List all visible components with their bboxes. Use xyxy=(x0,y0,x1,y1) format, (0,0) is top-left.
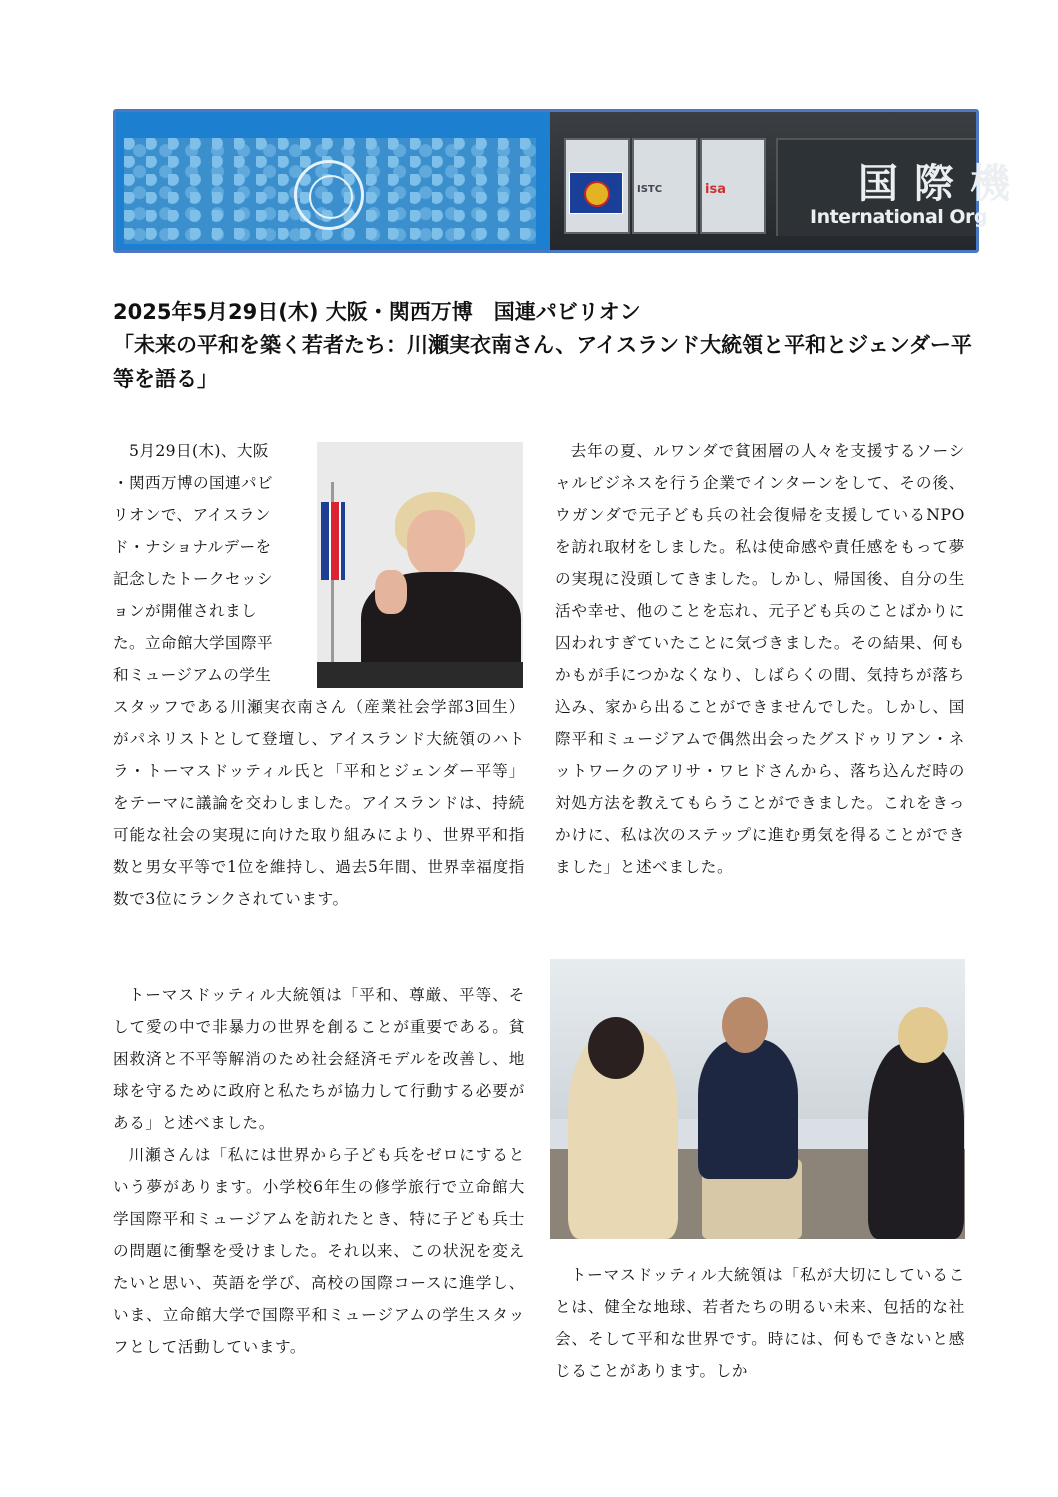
intro-line: リオンで、アイスラン xyxy=(113,506,271,524)
article-title: 「未来の平和を築く若者たち：川瀬実衣南さん、アイスランド大統領と平和とジェンダー平等を語る」 xyxy=(113,333,972,391)
banner-photo xyxy=(113,109,1026,253)
speaker-hand xyxy=(375,570,407,614)
iceland-flag-icon xyxy=(321,502,345,580)
kawase-quote-paragraph: 川瀬さんは「私には世界から子ども兵をゼロにするという夢があります。小学校6年生の修学旅行で立命館大学国際平和ミュージアムを訪れたとき、特に子ども兵士の問題に衝撃を受けました。それ以来、この状況を変えたいと思い、英語を学び、高校の国際コースに進学し、いま、立命館大学で国際平和ミュージアムの学生スタッフとして活動しています。 xyxy=(113,1146,525,1356)
intro-paragraph-continued: スタッフである川瀬実衣南さん（産業社会学部3回生）がパネリストとして登壇し、アイスランド大統領のハトラ・トーマスドッティル氏と「平和とジェンダー平等」をテーマに議論を交わしました。アイスランドは、持続可能な社会の実現に向けた取り組みにより、世界平和指数と男女平等で1位を維持し、過去5年間、世界幸福度指数で3位にランクされています。 xyxy=(113,698,525,908)
speaker-face xyxy=(407,510,465,576)
isa-logo: isa xyxy=(705,182,726,197)
article-heading xyxy=(113,296,973,396)
panelist-president xyxy=(868,1043,964,1239)
asean-flag-icon xyxy=(569,172,623,214)
podium xyxy=(317,662,523,688)
panel-discussion-photo xyxy=(550,959,965,1239)
panelist-kawase-head xyxy=(588,1017,644,1079)
president-values-paragraph: トーマスドッティル大統領は「私が大切にしていることは、健全な地球、若者たちの明るい未来、包括的な社会、そして平和な世界です。時には、何もできないと感じることがあります。しか xyxy=(555,1266,965,1380)
intro-line: 記念したトークセッシ xyxy=(113,570,273,588)
event-date-line: 2025年5月29日(木) 大阪・関西万博 国連パビリオン xyxy=(113,300,641,324)
intro-line: 5月29日(木)、大阪 xyxy=(129,442,269,460)
signboard-japanese-text: 国際機 xyxy=(858,161,1026,207)
intro-line: 和ミュージアムの学生 xyxy=(113,666,272,684)
panelist-president-head xyxy=(898,1007,948,1063)
intro-line: た。立命館大学国際平 xyxy=(113,634,273,652)
kawase-story-paragraph: 去年の夏、ルワンダで貧困層の人々を支援するソーシャルビジネスを行う企業でインターンをして、その後、ウガンダで元子ども兵の社会復帰を支援しているNPOを訪れ取材をしました。私は使命感や責任感をもって夢の実現に没頭してきました。しかし、帰国後、自分の生活や幸せ、他のことを忘れ、元子ども兵のことばかりに囚われすぎていたことに気づきました。その結果、何もかもが手につかなくなり、しばらくの間、気持ちが落ち込み、家から出ることができませんでした。しかし、国際平和ミュージアムで偶然出会ったグスドゥリアン・ネットワークのアリサ・ワヒドさんから、落ち込んだ時の対処方法を教えてもらうことができました。これをきっかけに、私は次のステップに進む勇気を得ることができました」と述べました。 xyxy=(555,442,965,876)
president-speaking-photo xyxy=(317,442,523,688)
istc-logo: ISTC xyxy=(637,184,663,195)
moderator xyxy=(698,1039,798,1179)
signboard-english-text: International Org xyxy=(810,206,988,228)
intro-line: ド・ナショナルデーを xyxy=(113,538,272,556)
president-quote-paragraph: トーマスドッティル大統領は「平和、尊厳、平等、そして愛の中で非暴力の世界を創ることが重要である。貧困救済と不平等解消のため社会経済モデルを改善し、地球を守るために政府と私たちが協力して行動する必要がある」と述べました。 xyxy=(113,986,525,1132)
intro-wrapped-lines xyxy=(113,435,313,691)
un-emblem-icon xyxy=(294,160,364,230)
intro-line: ・関西万博の国連パビ xyxy=(113,474,273,492)
intro-line: ョンが開催されまし xyxy=(113,602,257,620)
moderator-head xyxy=(722,997,768,1053)
